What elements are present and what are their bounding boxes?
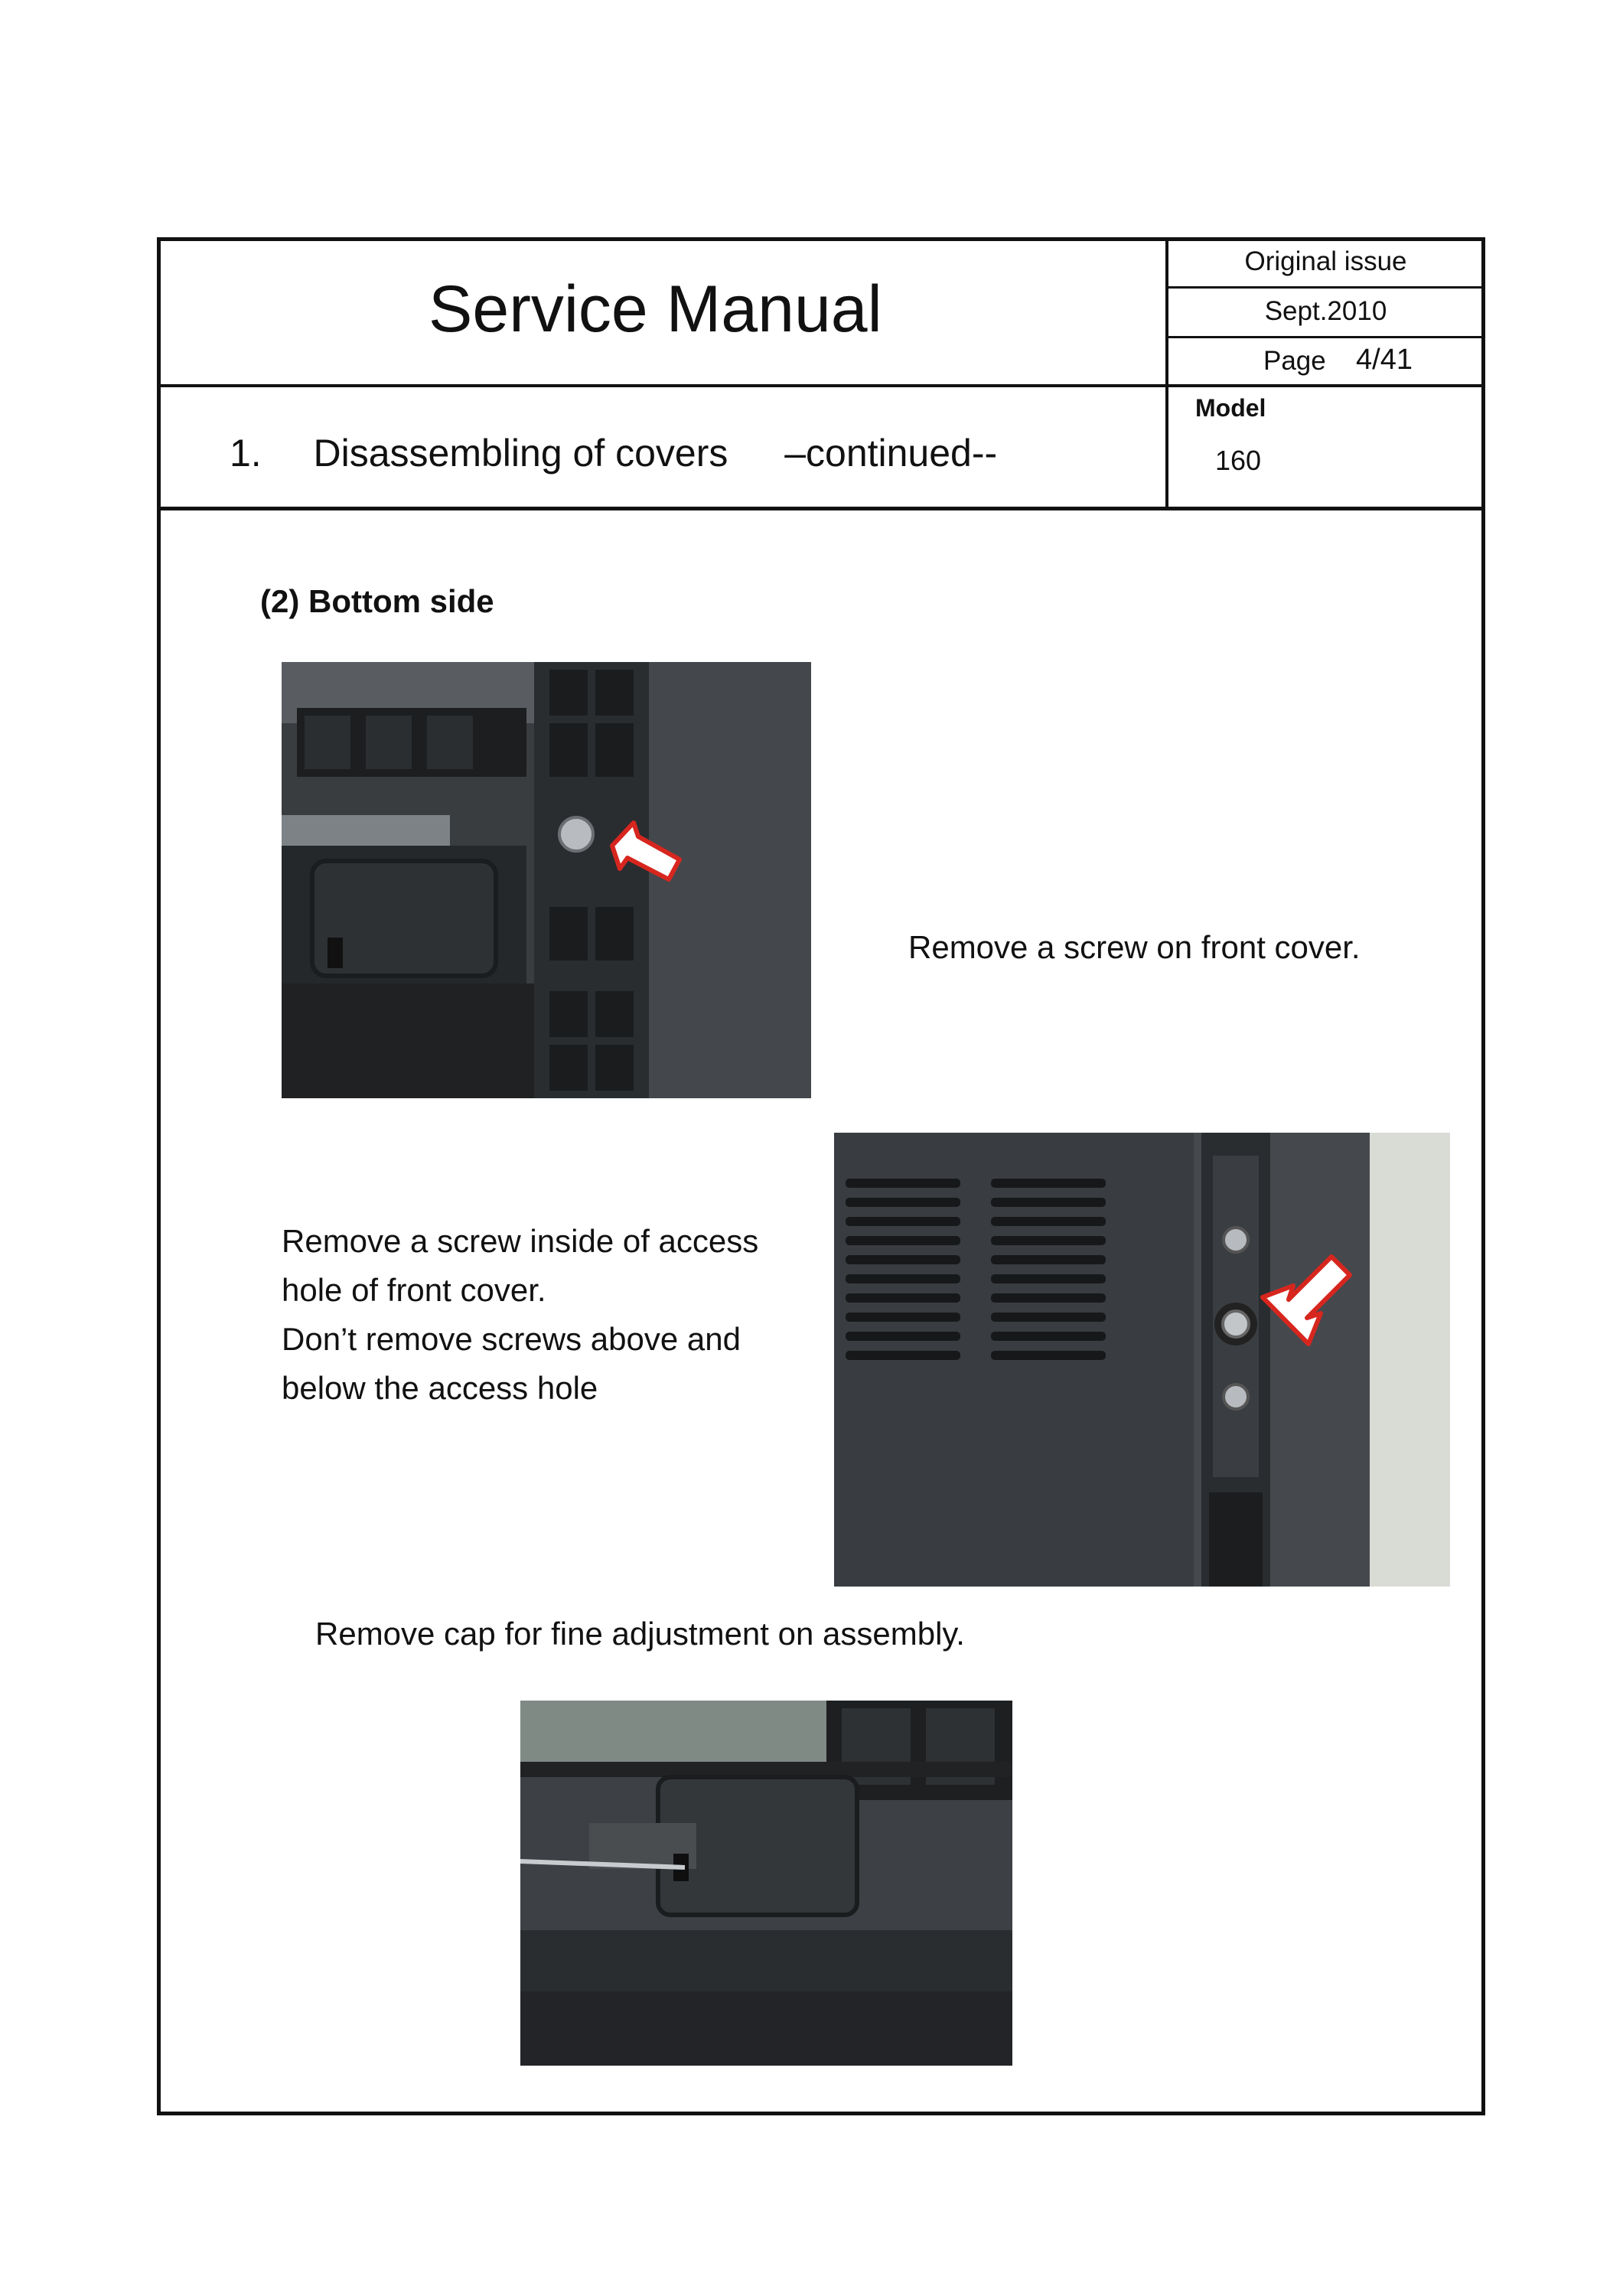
issue-date: Sept.2010: [1264, 296, 1387, 326]
section-heading: [230, 431, 997, 475]
subheading: (2) Bottom side: [260, 583, 494, 619]
model-value: 160: [1215, 445, 1262, 476]
step2-caption-line-3: Don’t remove screws above and: [282, 1321, 741, 1357]
page-number: 4/41: [1356, 344, 1413, 376]
header-column-divider: [1165, 237, 1168, 510]
photo-cap-removal: [520, 1701, 1012, 2066]
document-title: Service Manual: [429, 272, 882, 346]
section-number: 1.: [230, 432, 262, 475]
photo-access-hole: [834, 1133, 1450, 1587]
model-label: Model: [1195, 394, 1266, 422]
meta-divider-1: [1165, 286, 1485, 289]
step2-caption-line-1: Remove a screw inside of access: [282, 1223, 759, 1259]
header-bottom-rule: [157, 507, 1485, 510]
step2-caption: [282, 1217, 758, 1413]
section-title: Disassembling of covers: [313, 432, 728, 475]
step3-caption: Remove cap for fine adjustment on assembly.: [315, 1616, 965, 1652]
step1-caption: Remove a screw on front cover.: [908, 929, 1361, 965]
photo-front-cover-screw: [282, 662, 811, 1098]
step2-caption-line-2: hole of front cover.: [282, 1272, 546, 1308]
section-suffix: –continued--: [784, 432, 998, 475]
original-issue-label: Original issue: [1244, 246, 1407, 276]
header-divider: [157, 384, 1485, 387]
page-label: Page: [1263, 346, 1326, 376]
meta-divider-2: [1165, 336, 1485, 338]
step2-caption-line-4: below the access hole: [282, 1370, 598, 1406]
